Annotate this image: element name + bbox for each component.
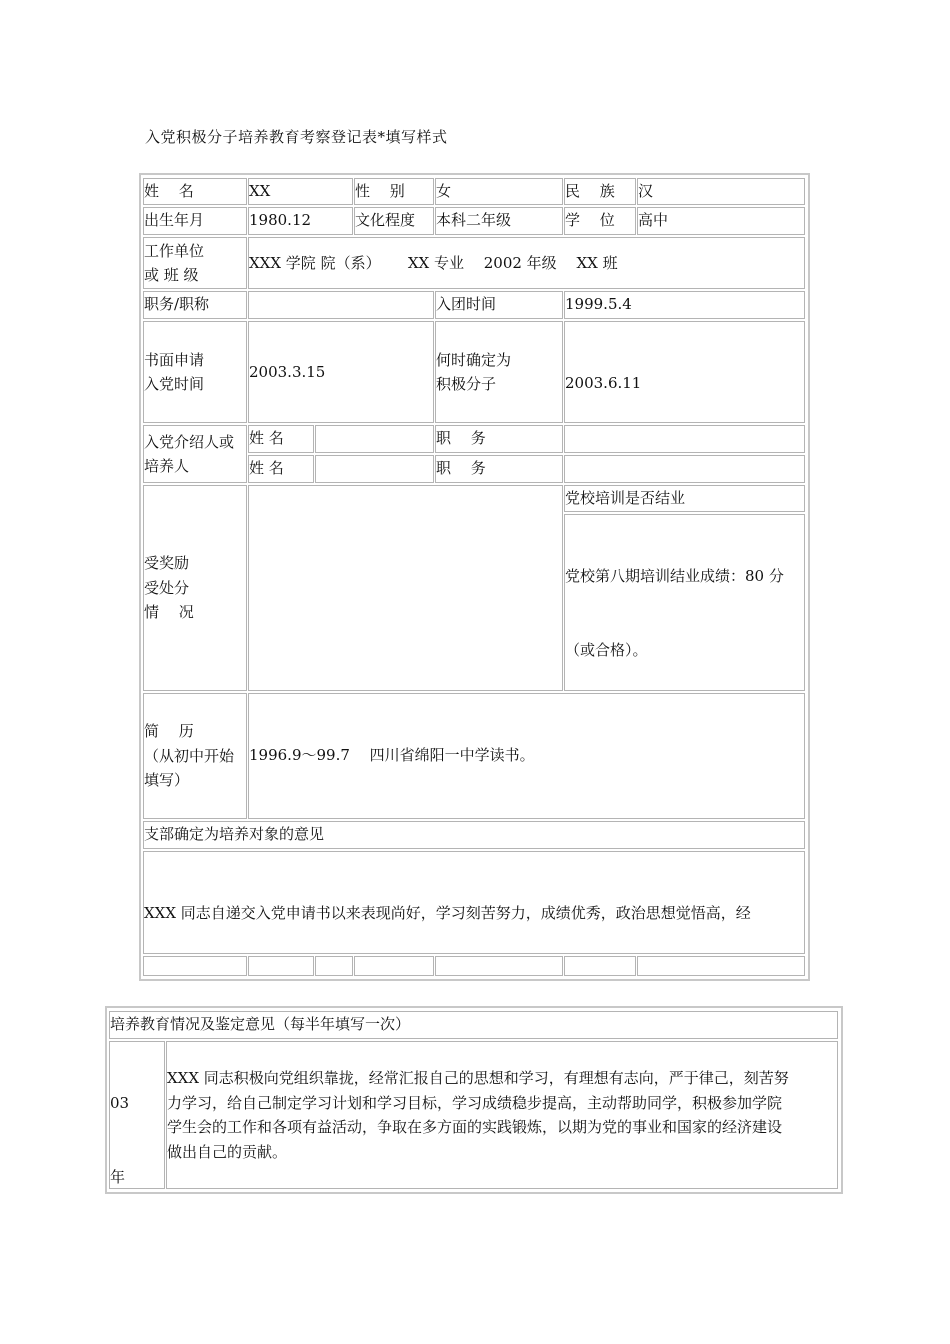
confirm-label	[435, 321, 563, 423]
education-value: 本科二年级	[435, 207, 563, 235]
introducer-label-line2: 培养人	[144, 457, 190, 475]
confirm-value-line: 2003.6.11	[565, 374, 642, 392]
apply-label	[143, 321, 247, 423]
birth-label: 出生年月	[143, 207, 247, 235]
empty-cell	[637, 956, 805, 976]
empty-cell	[564, 956, 636, 976]
evaluation-header: 培养教育情况及鉴定意见（每半年填写一次）	[109, 1011, 838, 1039]
introducer-a-duty-label: 职 务	[435, 425, 563, 453]
league-label: 入团时间	[435, 291, 563, 319]
degree-value: 高中	[637, 207, 805, 235]
empty-cell	[315, 956, 353, 976]
resume-label-line: （从初中开始	[144, 746, 235, 765]
name-value: XX	[248, 178, 353, 205]
apply-value-text: 2003.3.15	[249, 362, 326, 381]
school-training-value	[564, 514, 805, 691]
apply-label-line1: 书面申请	[144, 350, 205, 369]
birth-value: 1980.12	[248, 207, 353, 235]
school-training-header: 党校培训是否结业	[564, 485, 805, 512]
introducer-a-name-label: 姓 名	[248, 425, 314, 453]
resume-label-line: 填写）	[144, 771, 190, 790]
branch-content-line: XXX 同志自递交入党申请书以来表现尚好，学习刻苦努力，成绩优秀，政治思想觉悟高，经	[144, 904, 751, 922]
empty-cell	[435, 956, 563, 976]
evaluation-line: XXX 同志积极向党组织靠拢，经常汇报自己的思想和学习，有理想有志向，严于律己，刻苦努	[167, 1069, 789, 1087]
evaluation-line: 学生会的工作和各项有益活动，争取在多方面的实践锻炼，以期为党的事业和国家的经济建设	[167, 1118, 783, 1136]
position-value	[248, 291, 434, 319]
unit-label	[143, 237, 247, 289]
introducer-a-name-value	[315, 425, 434, 453]
introducer-b-duty-value	[564, 455, 805, 483]
awards-value	[248, 485, 563, 691]
confirm-label-line1: 何时确定为	[436, 350, 512, 369]
branch-opinion-content	[143, 851, 805, 954]
introducer-label	[143, 425, 247, 483]
resume-label	[143, 693, 247, 819]
apply-label-line2: 入党时间	[144, 375, 205, 393]
gender-label: 性 别	[354, 178, 434, 205]
awards-label-line: 情 况	[144, 603, 194, 622]
empty-cell	[143, 956, 247, 976]
empty-cell	[354, 956, 434, 976]
unit-value-text: XXX 学院 院（系） XX 专业 2002 年级 XX 班	[249, 253, 618, 272]
resume-label-line: 简 历	[144, 722, 194, 741]
league-value: 1999.5.4	[564, 291, 805, 319]
confirm-value	[564, 321, 805, 423]
school-value-line: （或合格）。	[565, 640, 648, 659]
resume-line	[249, 817, 804, 820]
awards-label	[143, 485, 247, 691]
awards-label-line: 受奖励	[144, 554, 190, 573]
page-title: 入党积极分子培养教育考察登记表*填写样式	[145, 128, 448, 146]
education-label: 文化程度	[354, 207, 434, 235]
school-value-line: 党校第八期培训结业成绩：80 分	[565, 567, 784, 585]
introducer-b-name-label: 姓 名	[248, 455, 314, 483]
awards-label-line: 受处分	[144, 578, 190, 597]
degree-label: 学 位	[564, 207, 636, 235]
evaluation-content	[166, 1041, 838, 1189]
introducer-label-line1: 入党介绍人或	[144, 432, 235, 451]
ethnic-label: 民 族	[564, 178, 636, 205]
unit-value	[248, 237, 805, 289]
resume-value	[248, 693, 805, 819]
evaluation-period	[109, 1041, 165, 1189]
apply-value	[248, 321, 434, 423]
unit-label-line1: 工作单位	[144, 241, 205, 260]
empty-cell	[248, 956, 314, 976]
evaluation-line: 做出自己的贡献。	[167, 1142, 288, 1161]
introducer-b-duty-label: 职 务	[435, 455, 563, 483]
resume-line: 1996.9～99.7 四川省绵阳一中学读书。	[249, 746, 535, 764]
unit-label-line2: 或 班 级	[144, 266, 199, 284]
introducer-b-name-value	[315, 455, 434, 483]
evaluation-line: 力学习，给自己制定学习计划和学习目标，学习成绩稳步提高，主动帮助同学，积极参加学院	[167, 1093, 783, 1112]
branch-opinion-header: 支部确定为培养对象的意见	[143, 821, 805, 849]
period-line: 年	[110, 1167, 126, 1186]
period-line: 03	[110, 1094, 130, 1112]
ethnic-value: 汉	[637, 178, 805, 205]
confirm-label-line2: 积极分子	[436, 375, 497, 393]
name-label: 姓 名	[143, 178, 247, 205]
position-label: 职务/职称	[143, 291, 247, 319]
gender-value: 女	[435, 178, 563, 205]
introducer-a-duty-value	[564, 425, 805, 453]
